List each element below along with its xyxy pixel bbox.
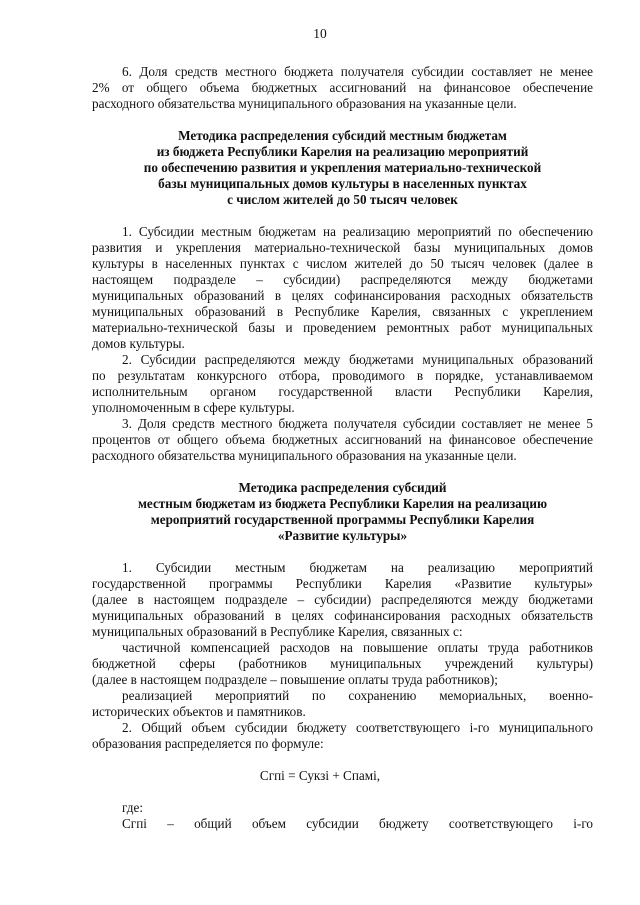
text-line: материально-технической базы и проведением ремонтных работ муниципальных [92,320,593,335]
heading-line: из бюджета Республики Карелия на реализацию мероприятий [156,144,529,159]
section-2-heading [92,480,593,544]
section-2-subitem-2 [92,688,593,720]
text-line: расходного обязательства муниципального образования на указанные цели. [92,96,517,111]
text-line: 1. Субсидии местным бюджетам на реализацию мероприятий по обеспечению [122,224,593,239]
text-line: по результатам конкурсного отбора, проводимого в порядке, устанавливаемом [92,368,593,383]
text-line: настоящем подразделе – субсидии) распределяются между бюджетами [92,272,593,287]
text-line: (далее в настоящем подразделе – повышение оплаты труда работников); [92,672,498,687]
text-line: муниципальных образований в Республике Карелия, связанных с укреплением [92,304,593,319]
text-line: Сгпi – общий объем субсидии бюджету соответствующего i-го [122,816,593,831]
text-line: 3. Доля средств местного бюджета получателя субсидии составляет не менее 5 [122,416,593,431]
section-2-subitem-1 [92,640,593,688]
text-line: уполномоченным в сфере культуры. [92,400,295,415]
text-line: (далее в настоящем подразделе – субсидии) распределяются между бюджетами [92,592,593,607]
text-line: 2. Общий объем субсидии бюджету соответствующего i-го муниципального [122,720,593,735]
heading-line: базы муниципальных домов культуры в населенных пунктах [158,176,527,191]
section-1-item-2 [92,352,593,416]
heading-line: мероприятий государственной программы Республики Карелия [150,512,535,527]
paragraph-6 [92,64,593,112]
text-line: реализацией мероприятий по сохранению мемориальных, военно- [122,688,593,703]
text-line: бюджетной сферы (работников муниципальных учреждений культуры) [92,656,593,671]
text-line: частичной компенсацией расходов на повышение оплаты труда работников [122,640,593,655]
text-line: культуры в населенных пунктах с числом жителей до 50 тысяч человек (далее в [92,256,593,271]
heading-line: Методика распределения субсидий местным бюджетам [178,128,507,143]
heading-line: Методика распределения субсидий [238,480,447,495]
text-line: государственной программы Республики Карелия «Развитие культуры» [92,576,593,591]
heading-line: с числом жителей до 50 тысяч человек [227,192,458,207]
text-line: 2% от общего объема бюджетных ассигнований на финансовое обеспечение [92,80,593,95]
text-line: процентов от общего объема бюджетных ассигнований на финансовое обеспечение [92,432,593,447]
text-line: исторических объектов и памятников. [92,704,306,719]
text-line: образования распределяется по формуле: [92,736,324,751]
text-line: муниципальных образований в целях софинансирования расходных обязательств [92,608,593,623]
text-line: муниципальных образований в Республике Карелия, связанных с: [92,624,463,639]
text-line: развития и укрепления материально-технической базы муниципальных домов [92,240,593,255]
heading-line: по обеспечению развития и укрепления материально-технической [143,160,542,175]
formula: Сгпi = Сукзi + Спамi, [259,768,381,783]
text-line: расходного обязательства муниципального образования на указанные цели. [92,448,517,463]
section-1-item-3 [92,416,593,464]
definition [122,816,593,832]
text-line: домов культуры. [92,336,185,351]
where-label: где: [122,800,143,815]
text-line: 6. Доля средств местного бюджета получателя субсидии составляет не менее [122,64,593,79]
heading-line: «Развитие культуры» [277,528,408,543]
section-1-heading [92,128,593,208]
text-line: муниципальных образований в целях софинансирования расходных обязательств [92,288,593,303]
page-number: 10 [313,26,327,41]
section-2-item-2 [92,720,593,752]
section-2-item-1 [92,560,593,640]
section-1-item-1 [92,224,593,352]
text-line: 2. Субсидии распределяются между бюджетами муниципальных образований [122,352,593,367]
heading-line: местным бюджетам из бюджета Республики Карелия на реализацию [137,496,548,511]
text-line: исполнительным органом государственной власти Республики Карелия, [92,384,593,399]
text-line: 1. Субсидии местным бюджетам на реализацию мероприятий [122,560,593,575]
